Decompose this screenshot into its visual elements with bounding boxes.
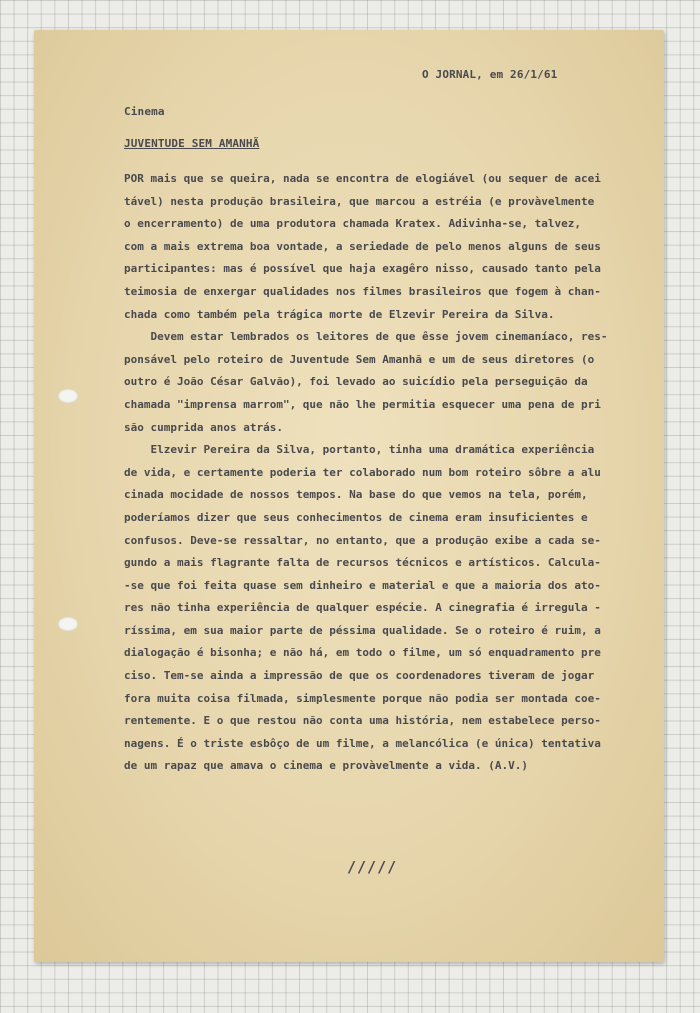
body-line: -se que foi feita quase sem dinheiro e material e que a maioria dos ato-: [124, 578, 601, 592]
section-label: Cinema: [124, 105, 165, 118]
body-line: rentemente. E o que restou não conta uma história, nem estabelece perso-: [124, 714, 601, 728]
body-line: de vida, e certamente poderia ter colaborado num bom roteiro sôbre a alu: [124, 465, 601, 479]
body-line: chamada "imprensa marrom", que não lhe permitia esquecer uma pena de pri: [124, 397, 601, 411]
body-line: poderíamos dizer que seus conhecimentos de cinema eram insuficientes e: [124, 510, 588, 524]
body-line: ríssima, em sua maior parte de péssima qualidade. Se o roteiro é ruim, a: [124, 623, 601, 637]
body-line: fora muita coisa filmada, simplesmente porque não podia ser montada coe-: [124, 691, 601, 705]
body-line: participantes: mas é possível que haja exagêro nisso, causado tanto pela: [124, 262, 601, 276]
body-line: nagens. É o triste esbôço de um filme, a melancólica (e única) tentativa: [124, 736, 601, 750]
body-line: são cumprida anos atrás.: [124, 420, 283, 434]
body-line: chada como também pela trágica morte de Elzevir Pereira da Silva.: [124, 307, 555, 321]
body-line: ponsável pelo roteiro de Juventude Sem Amanhã e um de seus diretores (o: [124, 352, 595, 366]
body-line: res não tinha experiência de qualquer espécie. A cinegrafia é irregula -: [124, 601, 601, 615]
punch-hole: [58, 617, 78, 631]
body-line: outro é João César Galvão), foi levado ao suicídio pela perseguição da: [124, 375, 588, 389]
end-mark: /////: [347, 858, 398, 876]
body-line: de um rapaz que amava o cinema e provàvelmente a vida. (A.V.): [124, 759, 528, 773]
body-line: POR mais que se queira, nada se encontra de elogiável (ou sequer de acei: [124, 172, 601, 185]
typewritten-page: [34, 30, 664, 962]
body-line: com a mais extrema boa vontade, a seriedade de pelo menos alguns de seus: [124, 239, 601, 253]
article-body: [124, 168, 684, 778]
body-line: confusos. Deve-se ressaltar, no entanto, que a produção exibe a cada se-: [124, 533, 601, 547]
body-line: cinada mocidade de nossos tempos. Na base do que vemos na tela, porém,: [124, 488, 588, 502]
body-line: o encerramento) de uma produtora chamada Kratex. Adivinha-se, talvez,: [124, 217, 581, 231]
body-line: dialogação é bisonha; e não há, em todo o filme, um só enquadramento pre: [124, 646, 601, 660]
body-line: ciso. Tem-se ainda a impressão de que os coordenadores tiveram de jogar: [124, 669, 595, 683]
body-line: Elzevir Pereira da Silva, portanto, tinha uma dramática experiência: [124, 443, 595, 457]
punch-hole: [58, 389, 78, 403]
body-line: Devem estar lembrados os leitores de que êsse jovem cinemaníaco, res-: [124, 330, 608, 344]
body-line: teimosia de enxergar qualidades nos filmes brasileiros que fogem à chan-: [124, 284, 601, 298]
article-title: JUVENTUDE SEM AMANHÃ: [124, 137, 260, 150]
body-line: tável) nesta produção brasileira, que marcou a estréia (e provàvelmente: [124, 194, 595, 208]
source-date-header: O JORNAL, em 26/1/61: [422, 68, 558, 81]
body-line: gundo a mais flagrante falta de recursos técnicos e artísticos. Calcula-: [124, 556, 601, 570]
